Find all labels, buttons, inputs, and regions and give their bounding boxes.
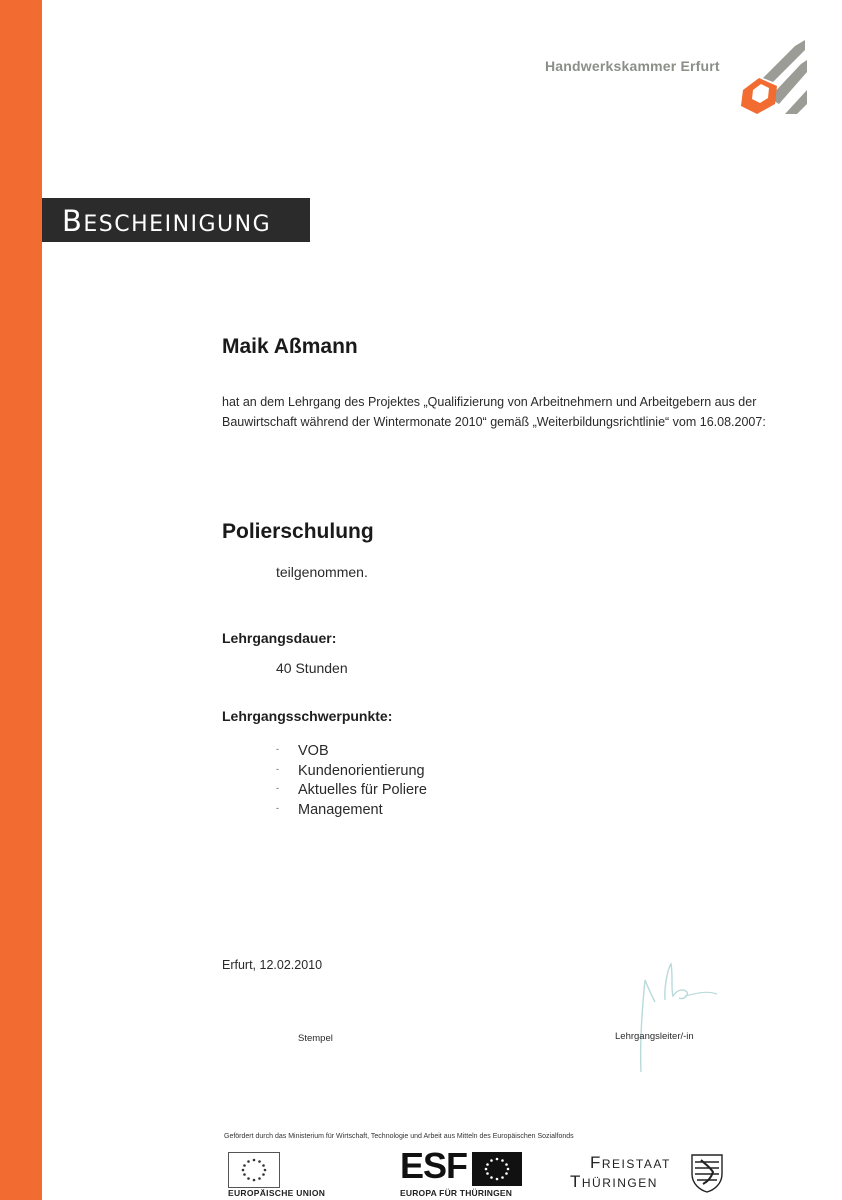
stamp-label: Stempel — [298, 1033, 333, 1044]
course-name: Polierschulung — [222, 520, 374, 543]
orange-side-stripe — [0, 0, 42, 1200]
course-leader-label: Lehrgangsleiter/-in — [615, 1031, 694, 1042]
state-name-line2: Thüringen — [570, 1172, 658, 1191]
esf-flag-icon — [472, 1152, 522, 1186]
state-name-line1: Freistaat — [590, 1153, 671, 1172]
list-item: - Management — [276, 801, 383, 818]
dash-icon: - — [276, 802, 279, 813]
esf-logo-text: ESF — [400, 1145, 468, 1186]
document-title: BESCHEINIGUNG — [62, 204, 272, 238]
place-date: Erfurt, 12.02.2010 — [222, 958, 323, 972]
recipient-name: Maik Aßmann — [222, 335, 358, 358]
eu-label: EUROPÄISCHE UNION — [228, 1188, 326, 1198]
coat-of-arms-icon — [689, 1152, 725, 1194]
dash-icon: - — [276, 783, 279, 793]
signature-icon — [625, 960, 735, 1080]
focus-list — [276, 743, 427, 821]
handwerkskammer-logo-icon — [735, 38, 809, 116]
list-item: - Aktuelles für Poliere — [276, 782, 427, 798]
list-item: - Kundenorientierung — [276, 762, 425, 779]
list-item: - VOB — [276, 743, 329, 759]
participation-status: teilgenommen. — [276, 564, 368, 580]
esf-label: EUROPA FÜR THÜRINGEN — [400, 1188, 513, 1198]
focus-label: Lehrgangsschwerpunkte: — [222, 708, 393, 724]
duration-label: Lehrgangsdauer: — [222, 630, 337, 646]
funding-note: Gefördert durch das Ministerium für Wirtschaft, Technologie und Arbeit aus Mitteln des Europäischen Sozialfonds — [224, 1133, 574, 1140]
eu-flag-icon — [228, 1152, 280, 1188]
dash-icon: - — [276, 744, 279, 754]
org-name: Handwerkskammer Erfurt — [545, 58, 720, 74]
intro-paragraph: hat an dem Lehrgang des Projektes „Qualifizierung von Arbeitnehmern und Arbeitgebern aus der Bauwirtschaft während der Wintermonate 2010“ gemäß „Weiterbildungsrichtlinie“ vom 16.08.2007: — [222, 395, 766, 429]
dash-icon: - — [276, 763, 279, 774]
duration-value: 40 Stunden — [276, 660, 348, 676]
